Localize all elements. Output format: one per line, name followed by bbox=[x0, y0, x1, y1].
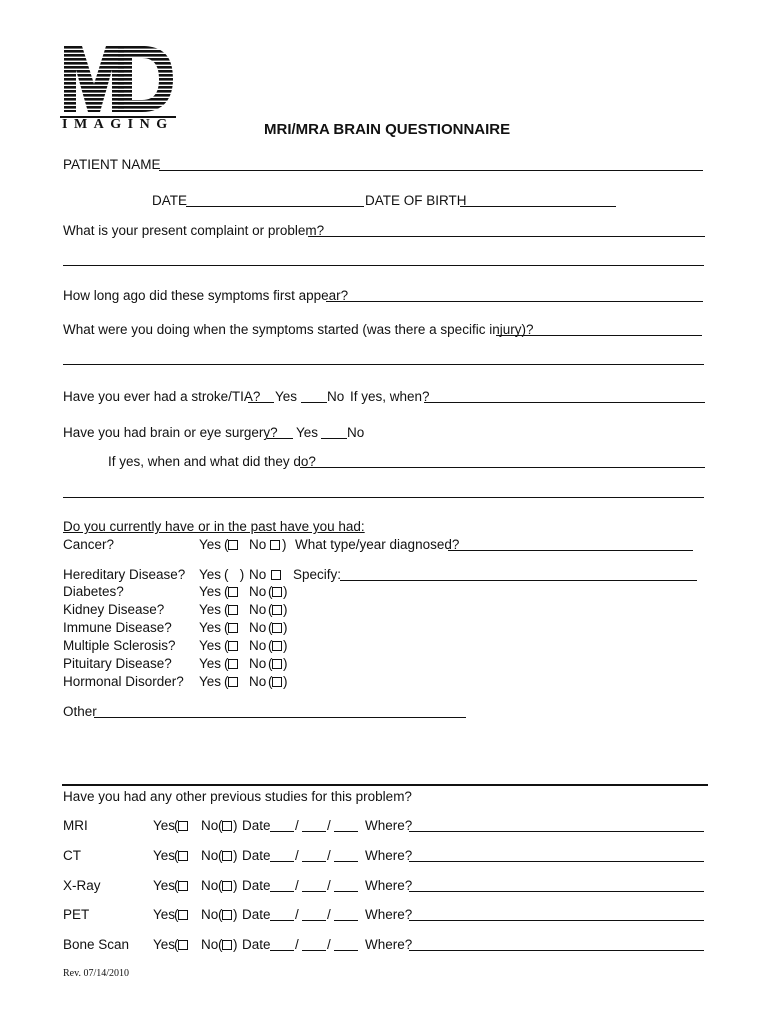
study-yes-label: Yes bbox=[153, 907, 176, 922]
condition-yes-label: Yes bbox=[199, 638, 222, 653]
study-date-month-field[interactable] bbox=[270, 950, 294, 951]
condition-no-label: No bbox=[249, 584, 267, 599]
paren-glyph: ) bbox=[283, 674, 288, 689]
cancer-no-label: No bbox=[249, 537, 267, 552]
paren-glyph: ) bbox=[233, 878, 238, 893]
md-logo-mark bbox=[62, 42, 174, 114]
study-no-checkbox[interactable] bbox=[222, 940, 232, 950]
paren-glyph: ) bbox=[283, 638, 288, 653]
condition-label: Multiple Sclerosis? bbox=[63, 638, 176, 653]
condition-no-label: No bbox=[249, 638, 267, 653]
study-where-label: Where? bbox=[365, 878, 413, 893]
condition-yes-label: Yes bbox=[199, 620, 222, 635]
paren-glyph: ( bbox=[174, 907, 179, 922]
condition-no-label: No bbox=[249, 674, 267, 689]
condition-label: Hormonal Disorder? bbox=[63, 674, 184, 689]
paren-glyph: ( bbox=[224, 537, 229, 552]
slash-glyph: / bbox=[295, 907, 299, 922]
study-no-checkbox[interactable] bbox=[222, 821, 232, 831]
condition-no-label: No bbox=[249, 602, 267, 617]
condition-no-checkbox[interactable] bbox=[272, 623, 282, 633]
condition-label: Immune Disease? bbox=[63, 620, 172, 635]
paren-glyph: ( bbox=[224, 674, 229, 689]
study-no-label: No bbox=[201, 937, 219, 952]
hereditary-specify-field[interactable] bbox=[340, 580, 697, 581]
paren-glyph: ( bbox=[218, 848, 223, 863]
paren-glyph: ( bbox=[268, 656, 273, 671]
study-yes-checkbox[interactable] bbox=[178, 851, 188, 861]
form-title: MRI/MRA BRAIN QUESTIONNAIRE bbox=[264, 121, 511, 138]
study-where-label: Where? bbox=[365, 937, 413, 952]
stroke-no-label: No bbox=[327, 389, 345, 404]
condition-yes-checkbox[interactable] bbox=[228, 587, 238, 597]
hereditary-no-checkbox[interactable] bbox=[271, 570, 281, 580]
hereditary-followup-label: Specify: bbox=[293, 567, 342, 582]
study-date-year-field[interactable] bbox=[334, 920, 358, 921]
paren-glyph: ) bbox=[233, 818, 238, 833]
study-date-year-field[interactable] bbox=[334, 891, 358, 892]
paren-glyph: ( bbox=[224, 656, 229, 671]
condition-no-checkbox[interactable] bbox=[272, 659, 282, 669]
study-date-label: Date bbox=[242, 937, 271, 952]
slash-glyph: / bbox=[295, 878, 299, 893]
surgery-no-blank[interactable] bbox=[321, 438, 347, 439]
study-yes-label: Yes bbox=[153, 848, 176, 863]
stroke-yes-blank[interactable] bbox=[248, 402, 274, 403]
paren-glyph: ( bbox=[224, 620, 229, 635]
paren-glyph: ( bbox=[224, 584, 229, 599]
paren-glyph: ( bbox=[268, 620, 273, 635]
study-date-day-field[interactable] bbox=[302, 950, 326, 951]
revision-note: Rev. 07/14/2010 bbox=[63, 968, 130, 979]
study-date-year-field[interactable] bbox=[334, 861, 358, 862]
condition-no-label: No bbox=[249, 656, 267, 671]
paren-glyph: ) bbox=[233, 848, 238, 863]
paren-glyph: ( bbox=[218, 878, 223, 893]
study-no-label: No bbox=[201, 818, 219, 833]
condition-yes-checkbox[interactable] bbox=[228, 677, 238, 687]
cancer-type-field[interactable] bbox=[448, 550, 693, 551]
hereditary-label: Hereditary Disease? bbox=[63, 567, 186, 582]
surgery-no-label: No bbox=[347, 425, 365, 440]
paren-glyph: ( bbox=[174, 878, 179, 893]
condition-no-checkbox[interactable] bbox=[272, 605, 282, 615]
study-yes-label: Yes bbox=[153, 878, 176, 893]
surgery-details-field[interactable] bbox=[300, 467, 705, 468]
study-where-field[interactable] bbox=[409, 861, 704, 862]
condition-no-checkbox[interactable] bbox=[272, 677, 282, 687]
cancer-no-checkbox[interactable] bbox=[270, 540, 280, 550]
study-where-label: Where? bbox=[365, 907, 413, 922]
study-label: Bone Scan bbox=[63, 937, 130, 952]
study-no-checkbox[interactable] bbox=[222, 881, 232, 891]
date-field[interactable] bbox=[186, 206, 364, 207]
complaint-field-line-2[interactable] bbox=[63, 265, 704, 266]
paren-glyph: ) bbox=[283, 656, 288, 671]
paren-glyph: ( bbox=[218, 937, 223, 952]
condition-yes-checkbox[interactable] bbox=[228, 659, 238, 669]
study-date-label: Date bbox=[242, 907, 271, 922]
dob-field[interactable] bbox=[460, 206, 616, 207]
surgery-yes-blank[interactable] bbox=[267, 438, 293, 439]
study-date-year-field[interactable] bbox=[334, 950, 358, 951]
patient-name-field[interactable] bbox=[159, 170, 703, 171]
study-where-label: Where? bbox=[365, 848, 413, 863]
condition-no-label: No bbox=[249, 620, 267, 635]
cancer-yes-label: Yes bbox=[199, 537, 222, 552]
study-date-day-field[interactable] bbox=[302, 920, 326, 921]
surgery-yes-label: Yes bbox=[296, 425, 319, 440]
complaint-field[interactable] bbox=[308, 236, 705, 237]
injury-field-line-2[interactable] bbox=[63, 364, 704, 365]
study-where-field[interactable] bbox=[409, 950, 704, 951]
study-label: PET bbox=[63, 907, 90, 922]
slash-glyph: / bbox=[327, 878, 331, 893]
cancer-yes-checkbox[interactable] bbox=[228, 540, 238, 550]
study-date-month-field[interactable] bbox=[270, 920, 294, 921]
study-yes-label: Yes bbox=[153, 937, 176, 952]
condition-yes-checkbox[interactable] bbox=[228, 641, 238, 651]
injury-field[interactable] bbox=[496, 335, 702, 336]
study-date-day-field[interactable] bbox=[302, 861, 326, 862]
paren-glyph: ( bbox=[224, 602, 229, 617]
other-label: Other bbox=[63, 704, 97, 719]
section-divider bbox=[62, 784, 708, 786]
study-date-day-field[interactable] bbox=[302, 831, 326, 832]
study-date-year-field[interactable] bbox=[334, 831, 358, 832]
study-yes-checkbox[interactable] bbox=[178, 940, 188, 950]
hereditary-yes-option[interactable]: ( ) bbox=[224, 567, 245, 582]
surgery-details-field-line-2[interactable] bbox=[63, 497, 704, 498]
symptoms-onset-field[interactable] bbox=[326, 301, 703, 302]
paren-glyph: ) bbox=[283, 620, 288, 635]
slash-glyph: / bbox=[327, 907, 331, 922]
surgery-followup-label: If yes, when and what did they do? bbox=[108, 454, 316, 469]
condition-label: Kidney Disease? bbox=[63, 602, 165, 617]
study-label: MRI bbox=[63, 818, 88, 833]
paren-glyph: ( bbox=[224, 638, 229, 653]
condition-yes-checkbox[interactable] bbox=[228, 605, 238, 615]
study-date-label: Date bbox=[242, 878, 271, 893]
studies-heading: Have you had any other previous studies for this problem? bbox=[63, 789, 412, 804]
study-date-month-field[interactable] bbox=[270, 831, 294, 832]
logo-subtitle: IMAGING bbox=[62, 117, 174, 132]
condition-label: Diabetes? bbox=[63, 584, 124, 599]
study-date-label: Date bbox=[242, 818, 271, 833]
paren-glyph: ( bbox=[268, 584, 273, 599]
hereditary-no-label: No bbox=[249, 567, 267, 582]
paren-glyph: ) bbox=[282, 537, 287, 552]
cancer-label: Cancer? bbox=[63, 537, 115, 552]
condition-no-checkbox[interactable] bbox=[272, 641, 282, 651]
paren-glyph: ( bbox=[268, 674, 273, 689]
study-no-label: No bbox=[201, 848, 219, 863]
paren-glyph: ( bbox=[268, 638, 273, 653]
paren-glyph: ) bbox=[283, 584, 288, 599]
study-date-day-field[interactable] bbox=[302, 891, 326, 892]
study-where-field[interactable] bbox=[409, 891, 704, 892]
study-date-label: Date bbox=[242, 848, 271, 863]
study-yes-label: Yes bbox=[153, 818, 176, 833]
cancer-followup-label: What type/year diagnosed? bbox=[295, 537, 460, 552]
slash-glyph: / bbox=[295, 818, 299, 833]
symptoms-onset-question: How long ago did these symptoms first appear? bbox=[63, 288, 349, 303]
paren-glyph: ( bbox=[268, 602, 273, 617]
patient-name-label: PATIENT NAME bbox=[63, 157, 161, 172]
study-where-field[interactable] bbox=[409, 831, 704, 832]
slash-glyph: / bbox=[295, 848, 299, 863]
condition-yes-label: Yes bbox=[199, 584, 222, 599]
slash-glyph: / bbox=[327, 818, 331, 833]
date-label: DATE bbox=[152, 193, 188, 208]
paren-glyph: ) bbox=[233, 937, 238, 952]
complaint-question: What is your present complaint or problem? bbox=[63, 223, 325, 238]
stroke-question: Have you ever had a stroke/TIA? bbox=[63, 389, 261, 404]
paren-glyph: ( bbox=[174, 848, 179, 863]
condition-yes-checkbox[interactable] bbox=[228, 623, 238, 633]
study-label: CT bbox=[63, 848, 81, 863]
stroke-when-field[interactable] bbox=[424, 402, 705, 403]
study-yes-checkbox[interactable] bbox=[178, 910, 188, 920]
paren-glyph: ( bbox=[174, 818, 179, 833]
condition-no-checkbox[interactable] bbox=[272, 587, 282, 597]
paren-glyph: ) bbox=[283, 602, 288, 617]
slash-glyph: / bbox=[327, 937, 331, 952]
study-date-month-field[interactable] bbox=[270, 861, 294, 862]
study-where-label: Where? bbox=[365, 818, 413, 833]
study-where-field[interactable] bbox=[409, 920, 704, 921]
condition-label: Pituitary Disease? bbox=[63, 656, 172, 671]
stroke-followup-label: If yes, when? bbox=[350, 389, 430, 404]
study-no-checkbox[interactable] bbox=[222, 910, 232, 920]
paren-glyph: ( bbox=[174, 937, 179, 952]
study-label: X-Ray bbox=[63, 878, 101, 893]
study-yes-checkbox[interactable] bbox=[178, 821, 188, 831]
study-no-checkbox[interactable] bbox=[222, 851, 232, 861]
paren-glyph: ( bbox=[218, 907, 223, 922]
injury-question: What were you doing when the symptoms started (was there a specific injury)? bbox=[63, 322, 534, 337]
stroke-no-blank[interactable] bbox=[301, 402, 327, 403]
stroke-yes-label: Yes bbox=[275, 389, 298, 404]
study-no-label: No bbox=[201, 878, 219, 893]
dob-label: DATE OF BIRTH bbox=[365, 193, 467, 208]
study-no-label: No bbox=[201, 907, 219, 922]
condition-yes-label: Yes bbox=[199, 602, 222, 617]
slash-glyph: / bbox=[327, 848, 331, 863]
paren-glyph: ( bbox=[218, 818, 223, 833]
other-field[interactable] bbox=[94, 717, 466, 718]
hereditary-yes-label: Yes bbox=[199, 567, 222, 582]
surgery-question: Have you had brain or eye surgery? bbox=[63, 425, 278, 440]
paren-glyph: ) bbox=[233, 907, 238, 922]
history-heading: Do you currently have or in the past have you had: bbox=[63, 519, 365, 534]
condition-yes-label: Yes bbox=[199, 656, 222, 671]
study-date-month-field[interactable] bbox=[270, 891, 294, 892]
study-yes-checkbox[interactable] bbox=[178, 881, 188, 891]
slash-glyph: / bbox=[295, 937, 299, 952]
condition-yes-label: Yes bbox=[199, 674, 222, 689]
